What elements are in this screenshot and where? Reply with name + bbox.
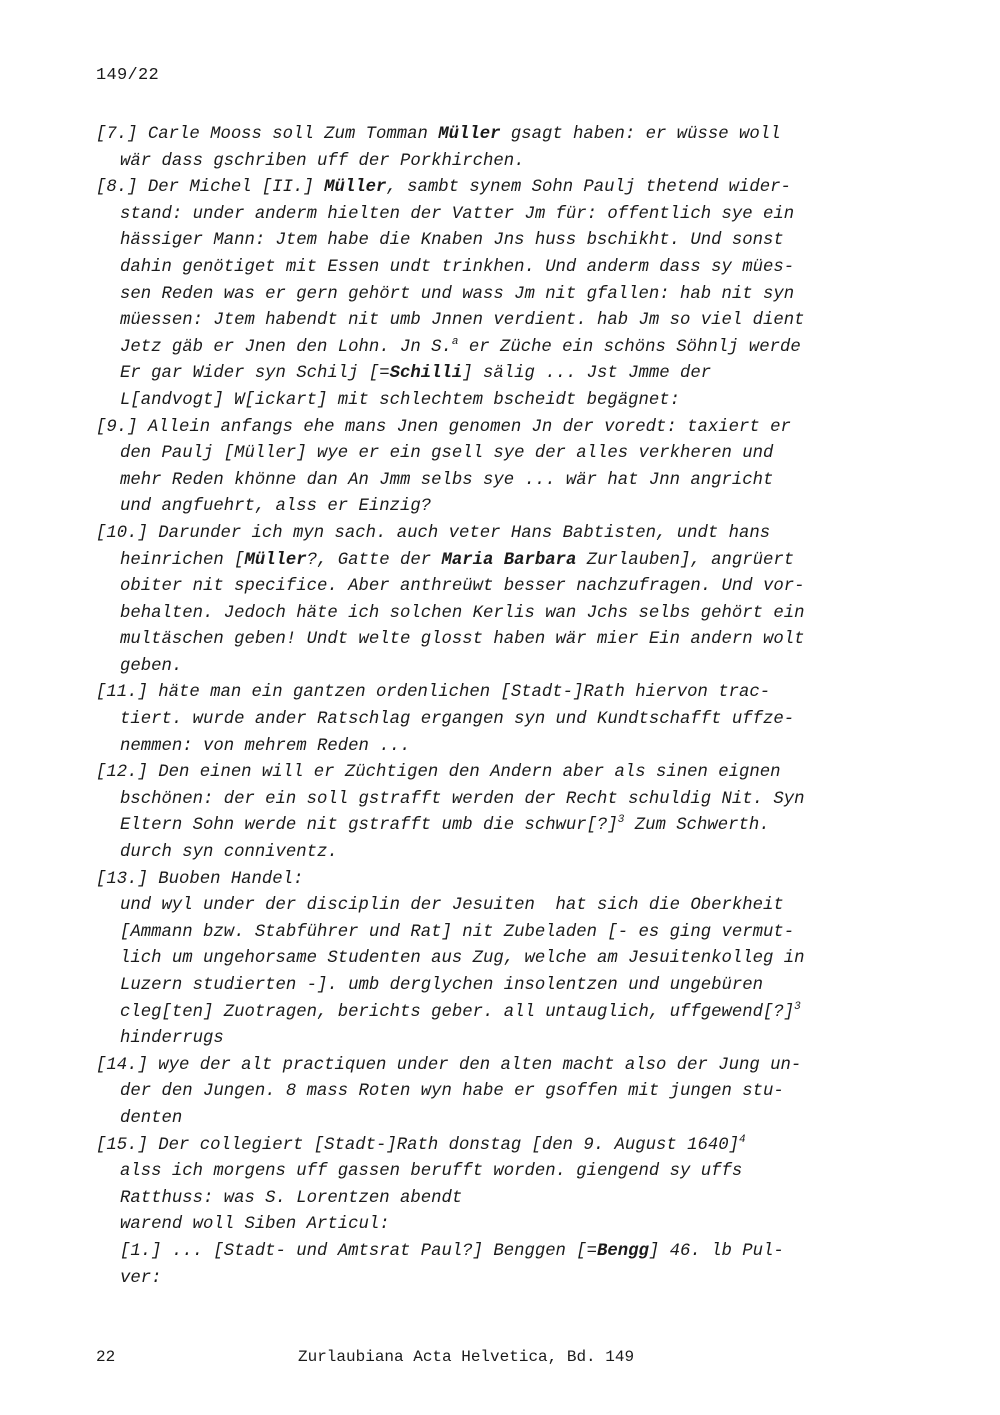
text-run: Er gar Wider syn Schilj [= <box>120 364 390 384</box>
text-run: dahin genötiget mit Essen undt trinkhen. Und anderm dass sy mües- <box>120 257 795 277</box>
text-run: [15.] Der collegiert [Stadt-]Rath donstag [den 9. August 1640] <box>96 1135 739 1155</box>
text-line <box>96 149 876 176</box>
text-line <box>96 1266 876 1293</box>
text-run: obiter nit specifice. Aber anthreüwt besser nachzufragen. Und vor- <box>120 577 805 597</box>
text-run: Luzern studierten -]. umb derglychen insolentzen und ungebüren <box>120 976 763 995</box>
text-run: stand: under anderm hielten der Vatter Jm für: offentlich sye ein <box>120 204 795 224</box>
text-line <box>96 760 876 787</box>
text-run: ?, Gatte der <box>306 550 442 570</box>
text-line <box>96 707 876 734</box>
footnote-ref: 3 <box>617 814 625 827</box>
text-run: bschönen: der ein soll gstrafft werden der Recht schuldig Nit. Syn <box>120 789 805 809</box>
text-line <box>96 601 876 628</box>
bold-name: Bengg <box>597 1241 649 1261</box>
text-run: lich um ungehorsame Studenten aus Zug, welche am Jesuitenkolleg in <box>120 949 805 969</box>
text-line <box>96 255 876 282</box>
text-line <box>96 228 876 255</box>
text-run: nemmen: von mehrem Reden ... <box>120 736 411 756</box>
text-run: geben. <box>120 656 183 676</box>
text-run: er Züche ein schöns Söhnlj werde <box>458 337 801 357</box>
footnote-ref: 4 <box>738 1133 746 1146</box>
text-line <box>96 920 876 947</box>
paragraph <box>96 415 876 521</box>
text-run: Ratthuss: was S. Lorentzen abendt <box>120 1188 463 1208</box>
paragraph <box>96 1053 876 1133</box>
text-run: cleg[ten] Zuotragen, berichts geber. all untauglich, uffgewend[?] <box>120 1002 795 1022</box>
paragraph <box>96 175 876 414</box>
text-line <box>96 1053 876 1080</box>
text-run: hinderrugs <box>120 1029 224 1049</box>
text-line <box>96 1079 876 1106</box>
text-run: und wyl under der disciplin der Jesuiten hat sich die Oberkheit <box>120 896 784 916</box>
text-run: [9.] Allein anfangs ehe mans Jnen genomen Jn der voredt: taxiert er <box>96 417 791 437</box>
bold-name: Müller <box>324 178 387 198</box>
paragraph <box>96 760 876 866</box>
page-number: 22 <box>96 1348 116 1366</box>
text-run: [13.] Buoben Handel: <box>96 869 304 889</box>
text-line <box>96 893 876 920</box>
paragraph <box>96 1133 876 1293</box>
text-run: tiert. wurde ander Ratschlag ergangen syn und Kundtschafft uffze- <box>120 710 795 730</box>
paragraph <box>96 680 876 760</box>
text-run: müessen: Jtem habendt nit umb Jnnen verdient. hab Jm so viel dient <box>120 311 805 331</box>
text-line <box>96 335 876 362</box>
text-line <box>96 1239 876 1266</box>
text-line <box>96 734 876 761</box>
text-line <box>96 202 876 229</box>
text-run: [Ammann bzw. Stabführer und Rat] nit Zubeladen [- es ging vermut- <box>120 922 795 942</box>
bold-name: Maria Barbara <box>441 550 577 570</box>
text-line <box>96 627 876 654</box>
text-line <box>96 1106 876 1133</box>
text-line <box>96 1212 876 1239</box>
text-line <box>96 946 876 973</box>
text-line <box>96 282 876 309</box>
text-line <box>96 388 876 415</box>
text-run: [1.] ... [Stadt- und Amtsrat Paul?] Benggen [= <box>120 1241 598 1261</box>
text-run: Eltern Sohn werde nit gstrafft umb die schwur[?] <box>120 816 618 836</box>
text-line <box>96 574 876 601</box>
text-run: hässiger Mann: Jtem habe die Knaben Jns huss bschikht. Und sonst <box>120 231 784 251</box>
text-run: wär dass gschriben uff der Porkhirchen. <box>120 151 525 171</box>
text-line <box>96 122 876 149</box>
publication-title: Zurlaubiana Acta Helvetica, Bd. 149 <box>298 1348 635 1366</box>
text-line <box>96 494 876 521</box>
text-line <box>96 680 876 707</box>
text-run: L[andvogt] W[ickart] mit schlechtem bscheidt begägnet: <box>120 390 681 410</box>
text-run: warend woll Siben Articul: <box>120 1215 390 1235</box>
text-run: der den Jungen. 8 mass Roten wyn habe er gsoffen mit jungen stu- <box>120 1082 784 1102</box>
text-run: den Paulj [Müller] wye er ein gsell sye der alles verkheren und <box>120 444 774 464</box>
text-line <box>96 441 876 468</box>
text-line <box>96 973 876 1000</box>
text-line <box>96 415 876 442</box>
text-run: [11.] häte man ein gantzen ordenlichen [Stadt-]Rath hiervon trac- <box>96 683 771 703</box>
text-run: und angfuehrt, alss er Einzig? <box>120 497 432 517</box>
text-run: multäschen geben! Undt welte glosst haben wär mier Ein andern wolt <box>120 630 805 650</box>
text-run: ] sälig ... Jst Jmme der <box>462 364 712 384</box>
text-line <box>96 361 876 388</box>
text-run: behalten. Jedoch häte ich solchen Kerlis wan Jchs selbs gehört ein <box>120 603 805 623</box>
text-run: durch syn conniventz. <box>120 843 338 863</box>
document-reference: 149/22 <box>96 66 160 85</box>
footnote-ref: a <box>451 335 459 348</box>
footnote-ref: 3 <box>794 1000 801 1013</box>
document-body <box>96 122 876 1292</box>
text-run: heinrichen [ <box>120 550 245 570</box>
bold-name: Müller <box>438 125 501 144</box>
text-line <box>96 654 876 681</box>
text-line <box>96 787 876 814</box>
text-run: ] 46. lb Pul- <box>648 1241 784 1261</box>
text-run: Jetz gäb er Jnen den Lohn. Jn S. <box>120 337 452 357</box>
text-run: [7.] Carle Mooss soll Zum Tomman <box>96 125 439 144</box>
text-line <box>96 867 876 894</box>
bold-name: Müller <box>244 550 307 570</box>
text-line <box>96 1133 876 1160</box>
bold-name: Schilli <box>389 364 463 384</box>
paragraph <box>96 122 876 175</box>
text-run: [10.] Darunder ich myn sach. auch veter Hans Babtisten, undt hans <box>96 523 771 543</box>
text-run: ver: <box>120 1268 162 1288</box>
text-run: Zurlauben], angrüert <box>576 550 795 570</box>
text-run: , sambt synem Sohn Paulj thetend wider- <box>386 178 791 198</box>
text-line <box>96 1026 876 1053</box>
text-line <box>96 813 876 840</box>
text-run: sen Reden was er gern gehört und wass Jm nit gfallen: hab nit syn <box>120 284 795 304</box>
text-run: Zum Schwerth. <box>624 816 770 836</box>
text-line <box>96 521 876 548</box>
text-line <box>96 1159 876 1186</box>
text-run: alss ich morgens uff gassen berufft worden. giengend sy uffs <box>120 1162 743 1182</box>
paragraph <box>96 521 876 681</box>
text-run: [12.] Den einen will er Züchtigen den Andern aber als sinen eignen <box>96 763 781 783</box>
text-line <box>96 308 876 335</box>
text-run: [14.] wye der alt practiquen under den alten macht also der Jung un- <box>96 1055 802 1075</box>
text-line <box>96 175 876 202</box>
text-line <box>96 1000 876 1027</box>
paragraph <box>96 867 876 1053</box>
text-line <box>96 840 876 867</box>
text-run: denten <box>120 1108 183 1128</box>
text-run: [8.] Der Michel [II.] <box>96 178 325 198</box>
text-line <box>96 1186 876 1213</box>
text-run: mehr Reden khönne dan An Jmm selbs sye ... wär hat Jnn angricht <box>120 470 774 490</box>
text-line <box>96 548 876 575</box>
text-run: gsagt haben: er wüsse woll <box>500 125 781 144</box>
text-line <box>96 468 876 495</box>
